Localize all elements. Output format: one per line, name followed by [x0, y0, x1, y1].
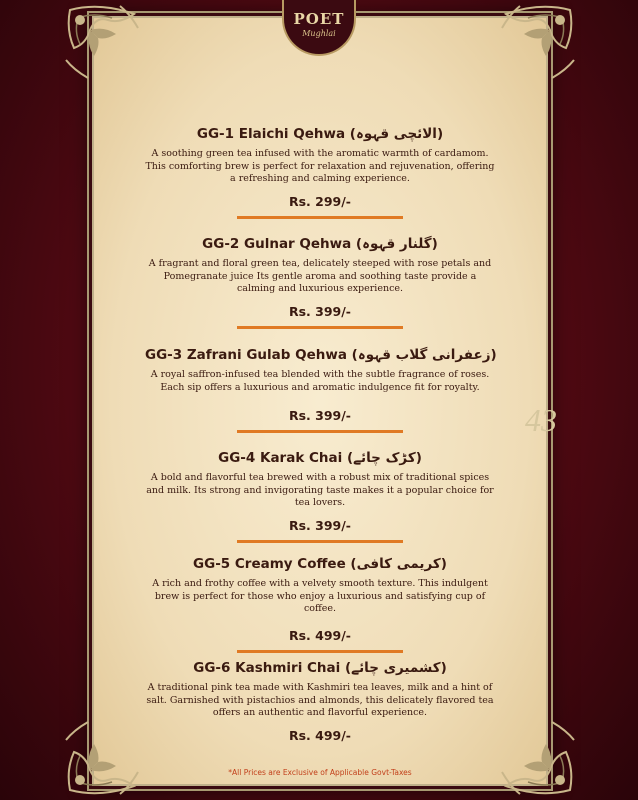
item-price: Rs. 399/- [288, 517, 351, 533]
item-description: A soothing green tea infused with the aromatic warmth of cardamom. This comforting brew is perfect for relaxation and rejuvenation, offering a refreshing and calming experience. [145, 148, 495, 184]
menu-item [145, 126, 495, 219]
item-title: GG-6 Kashmiri Chai (کشمیری چائے) [193, 660, 447, 676]
item-description: A bold and flavorful tea brewed with a robust mix of traditional spices and milk. Its strong and invigorating taste makes it a popular choice for tea lovers. [146, 472, 494, 508]
price-underline [237, 430, 403, 433]
item-price: Rs. 399/- [288, 408, 351, 423]
item-price: Rs. 499/- [288, 727, 351, 743]
price-underline [237, 650, 403, 653]
item-title: GG-3 Zafrani Gulab Qehwa (زعفرانی گلاب قہوہ) [145, 347, 497, 363]
menu-item [145, 236, 495, 329]
brand-name: POET [293, 10, 345, 28]
brand-subtitle: Mughlai [302, 29, 336, 38]
menu-item [145, 660, 495, 743]
corner-ornament [496, 716, 580, 800]
item-title: GG-1 Elaichi Qehwa (الائچی قہوہ) [196, 126, 444, 142]
item-title: GG-4 Karak Chai (کڑک چائے) [218, 450, 422, 466]
corner-ornament [496, 0, 580, 84]
corner-ornament [60, 716, 144, 800]
item-description: A traditional pink tea made with Kashmiri tea leaves, milk and a hint of salt. Garnished with pistachios and almonds, this delicately flavored tea offers an authentic and flavorful experience. [146, 682, 494, 718]
item-price: Rs. 399/- [288, 303, 351, 319]
item-description: A royal saffron-infused tea blended with the subtle fragrance of roses. Each sip offers a luxurious and aromatic indulgence fit for royalty. [150, 369, 490, 393]
tax-footnote: *All Prices are Exclusive of Applicable Govt-Taxes [228, 768, 412, 777]
item-price: Rs. 299/- [288, 193, 351, 209]
item-description: A rich and frothy coffee with a velvety smooth texture. This indulgent brew is perfect for those who enjoy a luxurious and satisfying cup of coffee. [152, 578, 488, 614]
menu-item [145, 556, 495, 653]
item-description: A fragrant and floral green tea, delicately steeped with rose petals and Pomegranate juice Its gentle aroma and soothing taste provide a calming and luxurious experience. [148, 258, 492, 294]
price-underline [237, 326, 403, 329]
item-title: GG-5 Creamy Coffee (کریمی کافی) [193, 556, 447, 572]
price-underline [237, 216, 403, 219]
item-title: GG-2 Gulnar Qehwa (گلنار قہوہ) [202, 236, 438, 252]
item-price: Rs. 499/- [288, 627, 351, 643]
menu-item [145, 450, 495, 543]
price-underline [237, 540, 403, 543]
menu-item [145, 347, 495, 433]
corner-ornament [60, 0, 144, 84]
page-number: 43 [525, 402, 557, 438]
